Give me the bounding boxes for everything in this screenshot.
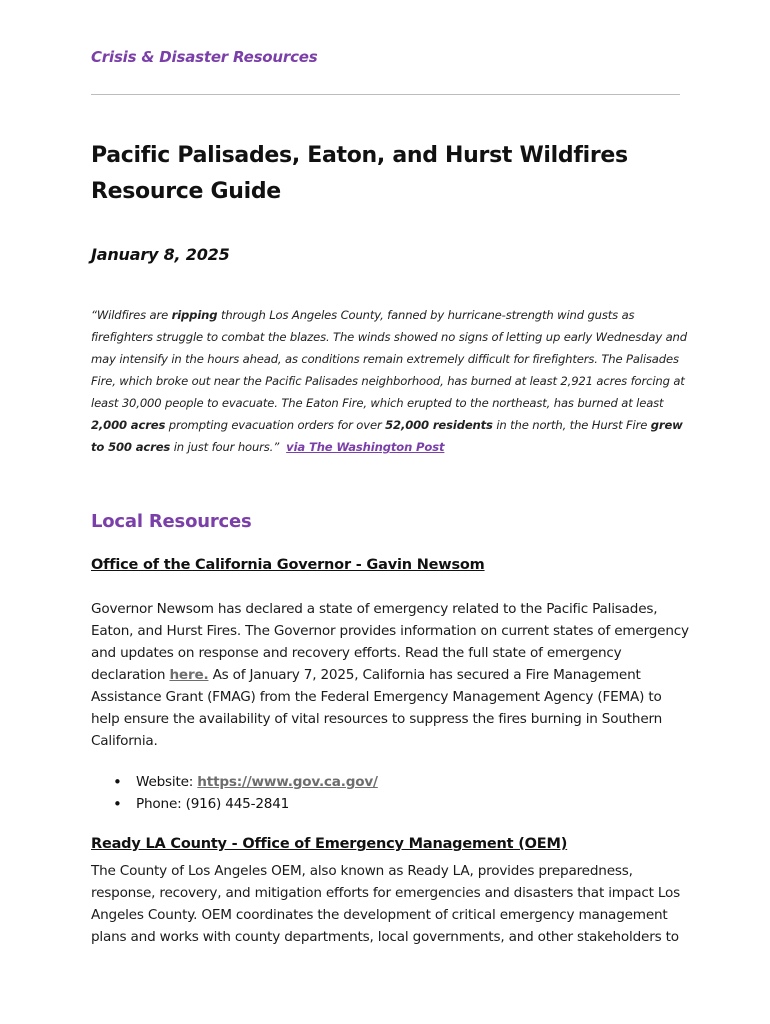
news-quote <box>91 304 691 458</box>
local-resources-heading: Local Resources <box>91 511 252 532</box>
title-line-2: Resource Guide <box>91 179 281 204</box>
governor-text: Governor Newsom has declared a state of emergency related to the Pacific Palisades, Eaton, and Hurst Fires. The Governor provides information on current states of emergency and updates on response and recovery efforts. Read the full state of emergency declaration <box>91 601 689 683</box>
quote-text: in just four hours.” <box>170 440 280 454</box>
quote-text: “Wildfires are <box>91 308 172 322</box>
list-item <box>113 771 378 793</box>
title-line-1: Pacific Palisades, Eaton, and Hurst Wildfires <box>91 143 628 168</box>
header-divider <box>91 94 680 95</box>
governor-text: As of January 7, 2025, California has secured a Fire Management Assistance Grant (FMAG) from the Federal Emergency Management Agency (FEMA) to help ensure the availability of vital resources to suppress the fires burning in Southern California. <box>91 667 663 749</box>
quote-text: in the north, the Hurst Fire <box>492 418 651 432</box>
emergency-declaration-link[interactable]: here. <box>169 667 209 683</box>
governor-description <box>91 598 691 752</box>
category-label: Crisis & Disaster Resources <box>91 48 318 66</box>
quote-emphasis: 52,000 residents <box>385 418 493 432</box>
oem-heading: Ready LA County - Office of Emergency Management (OEM) <box>91 836 568 852</box>
governor-website-link[interactable]: https://www.gov.ca.gov/ <box>197 774 378 790</box>
washington-post-link[interactable]: via The Washington Post <box>286 440 445 454</box>
oem-description: The County of Los Angeles OEM, also known as Ready LA, provides preparedness, response, recovery, and mitigation efforts for emergencies and disasters that impact Los Angeles County. OEM coordinates the development of critical emergency management plans and works with county departments, local governments, and other stakeholders to <box>91 863 681 945</box>
page-title <box>91 138 691 210</box>
publish-date: January 8, 2025 <box>91 245 230 264</box>
quote-text: prompting evacuation orders for over <box>165 418 386 432</box>
website-label: Website: <box>136 774 198 790</box>
quote-text: through Los Angeles County, fanned by hurricane-strength wind gusts as firefighters struggle to combat the blazes. The winds showed no signs of letting up early Wednesday and may intensify in the hours ahead, as conditions remain extremely difficult for firefighters. The Palisades Fire, which broke out near the Pacific Palisades neighborhood, has burned at least 2,921 acres forcing at least 30,000 people to evacuate. The Eaton Fire, which erupted to the northeast, has burned at least <box>91 308 687 410</box>
list-item: • Phone: (916) 445-2841 <box>113 793 378 815</box>
quote-emphasis: grew to 500 acres <box>91 418 683 454</box>
governor-contact-list <box>113 771 378 815</box>
quote-emphasis: ripping <box>171 308 218 322</box>
quote-emphasis: 2,000 acres <box>91 418 166 432</box>
governor-heading: Office of the California Governor - Gavin Newsom <box>91 557 485 573</box>
